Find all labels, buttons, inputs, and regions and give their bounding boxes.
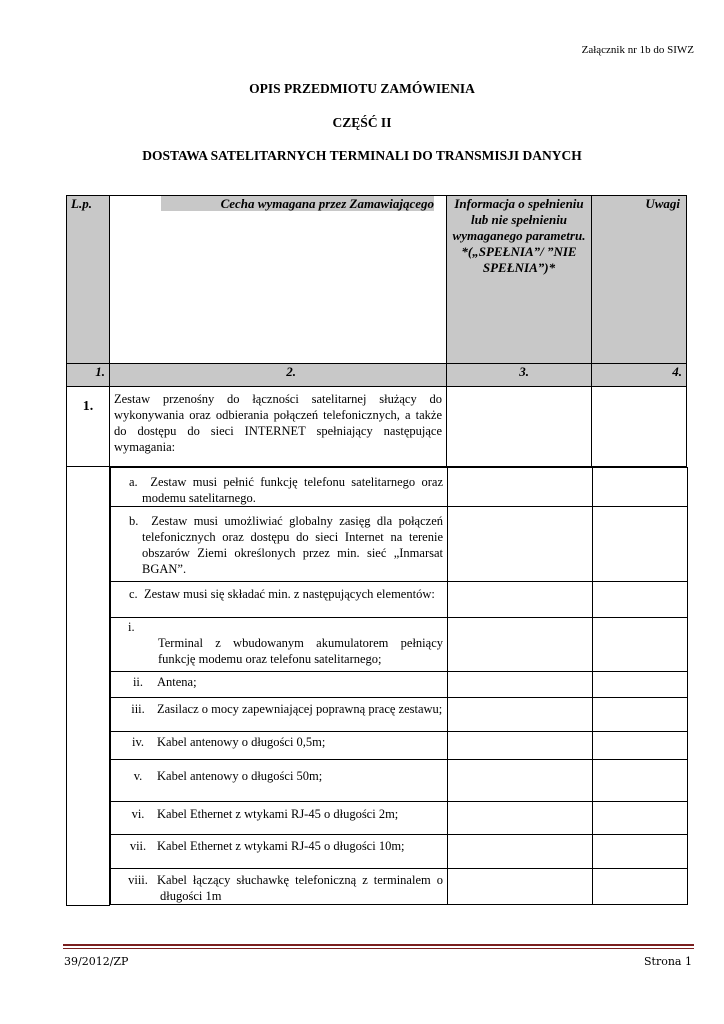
list-item bbox=[111, 468, 688, 507]
table-row bbox=[67, 467, 687, 906]
element-text: Terminal z wbudowanym akumulatorem pełniący funkcję modemu oraz telefonu satelitarnego; bbox=[158, 636, 443, 666]
info-cell bbox=[448, 468, 593, 507]
notes-cell bbox=[593, 618, 688, 672]
marker: iii. bbox=[131, 702, 145, 716]
marker: a. bbox=[129, 475, 138, 489]
info-cell bbox=[448, 760, 593, 802]
notes-cell bbox=[593, 582, 688, 618]
requirements-table bbox=[66, 195, 687, 906]
element-iii bbox=[111, 698, 448, 732]
footer-page-number: Strona 1 bbox=[644, 955, 692, 968]
list-item bbox=[111, 760, 688, 802]
element-v bbox=[111, 760, 448, 802]
element-i bbox=[111, 618, 448, 672]
info-cell bbox=[448, 698, 593, 732]
notes-cell bbox=[593, 732, 688, 760]
sub-items-table bbox=[110, 467, 688, 905]
element-text: Kabel antenowy o długości 50m; bbox=[157, 769, 323, 783]
footer-divider-thin bbox=[63, 948, 694, 949]
list-item bbox=[111, 582, 688, 618]
marker: b. bbox=[129, 514, 139, 528]
header-info: Informacja o spełnieniu lub nie spełnieniu wymaganego parametru. *(„SPEŁNIA”/ ”NIE SPEŁNIA”)* bbox=[447, 196, 592, 364]
list-item bbox=[111, 869, 688, 905]
colnum-3: 3. bbox=[447, 364, 592, 387]
info-cell bbox=[448, 507, 593, 582]
element-text: Kabel Ethernet z wtykami RJ-45 o długości 10m; bbox=[157, 839, 405, 853]
element-text: Kabel łączący słuchawkę telefoniczną z terminalem o długości 1m bbox=[157, 873, 443, 903]
footer-case-number: 39/2012/ZP bbox=[64, 955, 129, 968]
element-text: Kabel antenowy o długości 0,5m; bbox=[157, 735, 326, 749]
sub-item-a bbox=[111, 468, 448, 507]
list-item bbox=[111, 672, 688, 698]
info-cell bbox=[448, 802, 593, 835]
element-viii bbox=[111, 869, 448, 905]
info-cell bbox=[448, 869, 593, 905]
table-row bbox=[67, 387, 687, 467]
footer-divider bbox=[63, 944, 694, 946]
marker: vi. bbox=[131, 807, 145, 821]
header-notes: Uwagi bbox=[592, 196, 687, 364]
column-number-row bbox=[67, 364, 687, 387]
marker: iv. bbox=[131, 735, 145, 749]
element-vii bbox=[111, 835, 448, 869]
list-item bbox=[111, 698, 688, 732]
marker: vii. bbox=[129, 839, 147, 853]
element-text: Kabel Ethernet z wtykami RJ-45 o długości 2m; bbox=[157, 807, 399, 821]
notes-cell bbox=[592, 387, 687, 467]
info-cell bbox=[448, 835, 593, 869]
notes-cell bbox=[593, 760, 688, 802]
element-iv bbox=[111, 732, 448, 760]
info-cell bbox=[448, 672, 593, 698]
element-text: Antena; bbox=[157, 675, 197, 689]
info-cell bbox=[447, 387, 592, 467]
sub-item-text: Zestaw musi pełnić funkcję telefonu satelitarnego oraz modemu satelitarnego. bbox=[142, 475, 443, 505]
attachment-label: Załącznik nr 1b do SIWZ bbox=[581, 44, 694, 56]
colnum-2: 2. bbox=[110, 364, 447, 387]
list-item bbox=[111, 835, 688, 869]
marker: v. bbox=[133, 769, 143, 783]
info-cell bbox=[448, 618, 593, 672]
element-text: Zasilacz o mocy zapewniającej poprawną pracę zestawu; bbox=[157, 702, 443, 716]
list-item bbox=[111, 732, 688, 760]
list-item bbox=[111, 618, 688, 672]
document-title: OPIS PRZEDMIOTU ZAMÓWIENIA bbox=[249, 81, 475, 96]
sub-item-b bbox=[111, 507, 448, 582]
notes-cell bbox=[593, 507, 688, 582]
item-number: 1. bbox=[67, 387, 110, 467]
sub-item-c bbox=[111, 582, 448, 618]
marker: i. bbox=[128, 620, 135, 634]
colnum-1: 1. bbox=[67, 364, 110, 387]
notes-cell bbox=[593, 468, 688, 507]
info-cell bbox=[448, 582, 593, 618]
header-feature bbox=[110, 196, 447, 364]
table-header-row bbox=[67, 196, 687, 364]
marker: ii. bbox=[132, 675, 144, 689]
list-item bbox=[111, 507, 688, 582]
notes-cell bbox=[593, 698, 688, 732]
subject-title: DOSTAWA SATELITARNYCH TERMINALI DO TRANSMISJI DANYCH bbox=[142, 148, 582, 163]
element-ii bbox=[111, 672, 448, 698]
info-cell bbox=[448, 732, 593, 760]
marker: c. bbox=[129, 587, 138, 601]
notes-cell bbox=[593, 835, 688, 869]
marker: viii. bbox=[128, 873, 148, 887]
element-vi bbox=[111, 802, 448, 835]
sub-item-text: Zestaw musi się składać min. z następujących elementów: bbox=[143, 587, 435, 601]
notes-cell bbox=[593, 672, 688, 698]
part-title: CZĘŚĆ II bbox=[332, 115, 392, 130]
notes-cell bbox=[593, 869, 688, 905]
header-feature-label: Cecha wymagana przez Zamawiającego bbox=[161, 196, 434, 211]
header-lp: L.p. bbox=[67, 196, 110, 364]
item-description: Zestaw przenośny do łączności satelitarnej służący do wykonywania oraz odbierania połączeń telefonicznych, a także do dostępu do sieci INTERNET spełniający następujące wymagania: bbox=[110, 387, 447, 467]
lp-cell-empty bbox=[67, 467, 110, 906]
sub-items-wrapper bbox=[110, 467, 687, 906]
sub-item-text: Zestaw musi umożliwiać globalny zasięg dla połączeń telefonicznych oraz dostępu do sieci Internet na terenie obszarów Ziemi określonych przez min. sieć „Inmarsat BGAN”. bbox=[142, 514, 443, 576]
colnum-4: 4. bbox=[592, 364, 687, 387]
list-item bbox=[111, 802, 688, 835]
notes-cell bbox=[593, 802, 688, 835]
